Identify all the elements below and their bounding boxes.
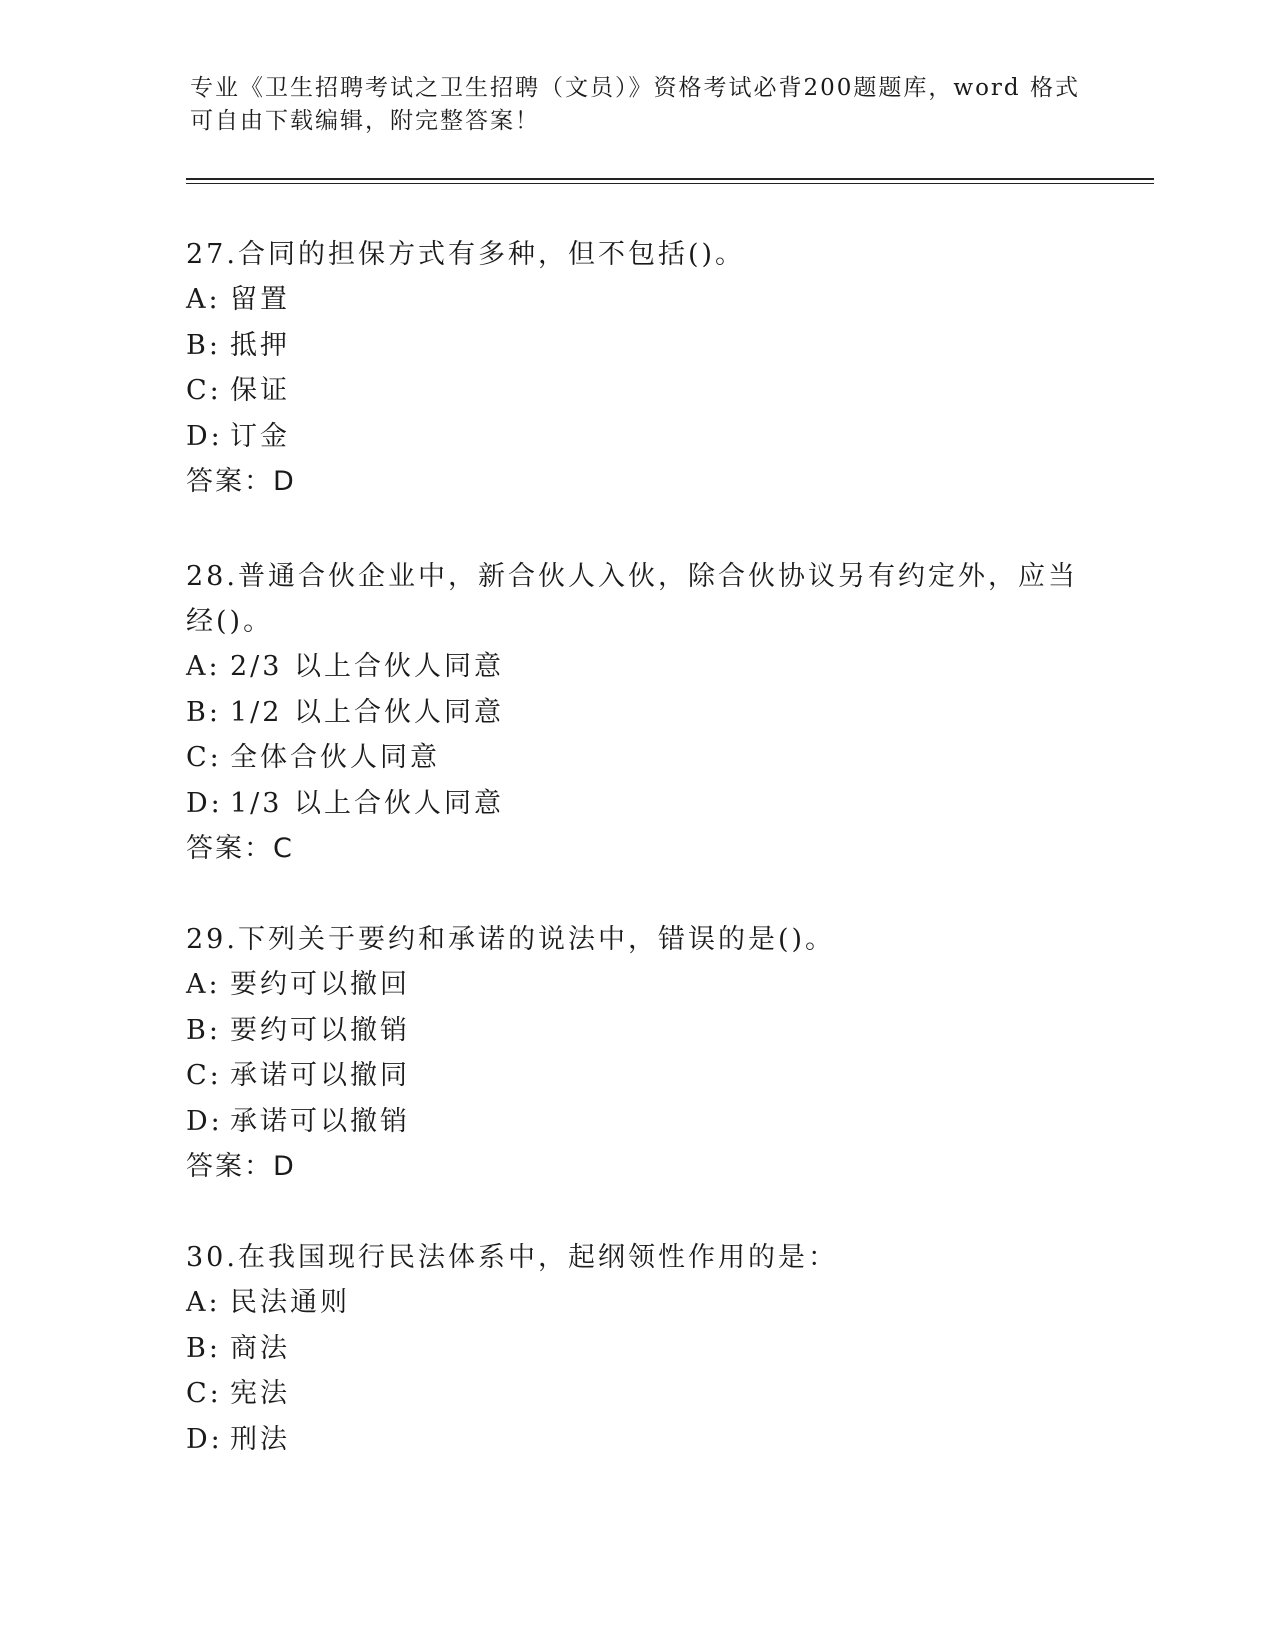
option-text: 商法 bbox=[230, 1332, 290, 1364]
option-c bbox=[186, 1053, 1086, 1099]
option-key: B: bbox=[186, 1014, 221, 1046]
option-text: 1/3 以上合伙人同意 bbox=[230, 787, 505, 819]
header-line-1: 专业《卫生招聘考试之卫生招聘（文员）》资格考试必背200题题库，word 格式 bbox=[190, 75, 1080, 101]
option-c bbox=[186, 368, 1086, 414]
option-a bbox=[186, 1280, 1086, 1326]
option-b bbox=[186, 690, 1086, 736]
option-c bbox=[186, 1371, 1086, 1417]
question-stem: 30.在我国现行民法体系中，起纲领性作用的是： bbox=[186, 1242, 838, 1273]
question-29 bbox=[186, 917, 1086, 1189]
option-key: A: bbox=[186, 1287, 221, 1318]
header-divider bbox=[186, 178, 1154, 180]
answer-line: 答案：D bbox=[186, 466, 296, 497]
option-text: 民法通则 bbox=[230, 1287, 350, 1318]
question-stem: 27.合同的担保方式有多种，但不包括()。 bbox=[186, 239, 746, 270]
option-text: 承诺可以撤同 bbox=[230, 1060, 410, 1091]
option-text: 要约可以撤销 bbox=[230, 1014, 410, 1046]
option-text: 2/3 以上合伙人同意 bbox=[230, 651, 505, 682]
option-key: D: bbox=[186, 420, 223, 452]
option-a bbox=[186, 644, 1086, 690]
option-key: B: bbox=[186, 1332, 221, 1364]
option-d bbox=[186, 1417, 1086, 1463]
option-b bbox=[186, 1326, 1086, 1372]
option-a bbox=[186, 277, 1086, 323]
answer-line: 答案：C bbox=[186, 833, 294, 864]
option-d bbox=[186, 1099, 1086, 1145]
option-key: D: bbox=[186, 1105, 223, 1137]
option-text: 要约可以撤回 bbox=[230, 969, 410, 1000]
option-text: 抵押 bbox=[230, 329, 290, 361]
option-key: B: bbox=[186, 329, 221, 361]
option-d bbox=[186, 414, 1086, 460]
option-text: 承诺可以撤销 bbox=[230, 1105, 410, 1137]
option-key: A: bbox=[186, 284, 221, 315]
option-text: 留置 bbox=[230, 284, 290, 315]
question-30 bbox=[186, 1235, 1086, 1462]
option-key: C: bbox=[186, 1060, 222, 1091]
question-stem: 28.普通合伙企业中，新合伙人入伙，除合伙协议另有约定外，应当经()。 bbox=[186, 561, 1078, 637]
option-text: 刑法 bbox=[230, 1423, 290, 1455]
header-line-2: 可自由下载编辑，附完整答案！ bbox=[190, 108, 540, 134]
option-text: 保证 bbox=[230, 375, 290, 406]
question-stem: 29.下列关于要约和承诺的说法中，错误的是()。 bbox=[186, 924, 836, 955]
option-key: C: bbox=[186, 1378, 222, 1409]
option-text: 宪法 bbox=[230, 1378, 290, 1409]
option-key: B: bbox=[186, 696, 221, 728]
option-c bbox=[186, 735, 1086, 781]
answer-line: 答案：D bbox=[186, 1151, 296, 1182]
option-text: 订金 bbox=[230, 420, 290, 452]
option-key: C: bbox=[186, 375, 222, 406]
option-key: C: bbox=[186, 742, 222, 773]
header-divider-thin bbox=[186, 183, 1154, 184]
option-d bbox=[186, 781, 1086, 827]
option-key: A: bbox=[186, 651, 221, 682]
option-key: A: bbox=[186, 969, 221, 1000]
question-27 bbox=[186, 232, 1086, 504]
question-28 bbox=[186, 554, 1086, 871]
option-key: D: bbox=[186, 787, 223, 819]
option-a bbox=[186, 962, 1086, 1008]
document-header bbox=[190, 72, 1090, 138]
option-b bbox=[186, 1008, 1086, 1054]
option-text: 全体合伙人同意 bbox=[230, 742, 440, 773]
option-b bbox=[186, 323, 1086, 369]
option-text: 1/2 以上合伙人同意 bbox=[230, 696, 505, 728]
option-key: D: bbox=[186, 1423, 223, 1455]
